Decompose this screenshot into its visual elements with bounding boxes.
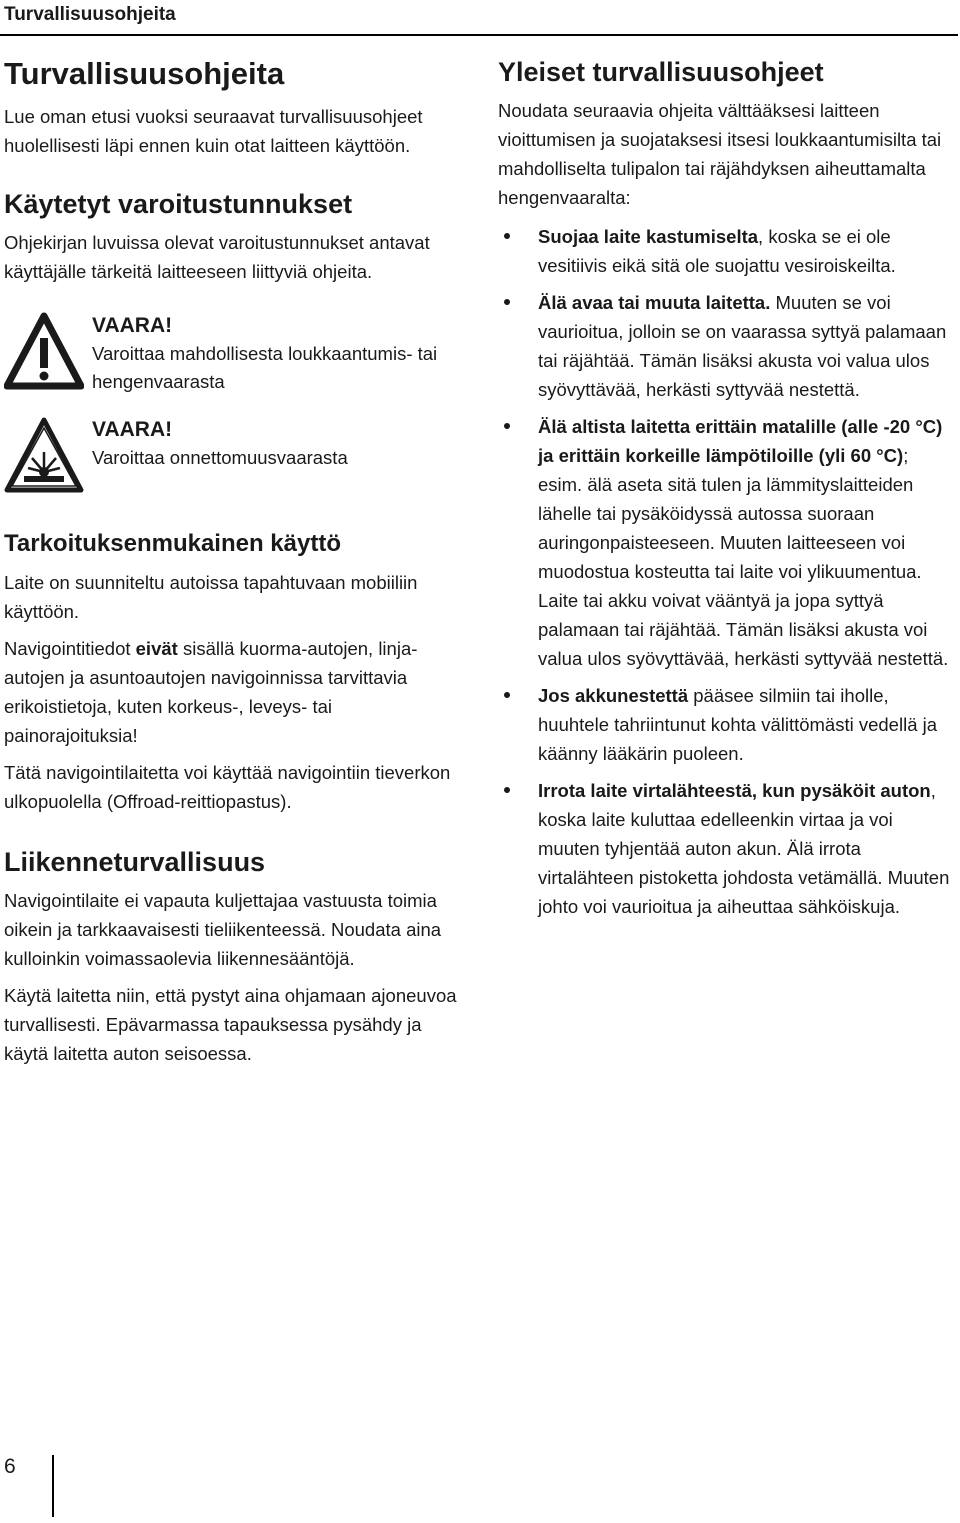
symbols-text: Ohjekirjan luvuissa olevat varoitustunnukset antavat käyttäjälle tärkeitä laitteeseen liittyviä ohjeita.	[4, 232, 430, 282]
warning-title: VAARA!	[92, 418, 173, 441]
page-number-divider	[52, 1455, 54, 1517]
list-item: Suojaa laite kastumiselta, koska se ei ole vesitiivis eikä sitä ole suojattu vesiroiskeilta.	[498, 222, 956, 280]
usage-paragraph-3: Tätä navigointilaitetta voi käyttää navigointiin tieverkon ulkopuolella (Offroad-reittiopastus).	[4, 762, 451, 812]
page-number: 6	[4, 1455, 16, 1478]
intro-text: Lue oman etusi vuoksi seuraavat turvallisuusohjeet huolellisesti läpi ennen kuin otat laitteen käyttöön.	[4, 106, 423, 156]
safety-list	[498, 222, 956, 921]
list-item: Älä altista laitetta erittäin matalille (alle -20 °C) ja erittäin korkeille lämpötiloille (yli 60 °C); esim. älä aseta sitä tulen ja lämmityslaitteiden lähelle tai pysäköidyssä autossa suoraan auringonpaisteeseen. Muuten laitteeseen voi muodostua kosteutta tai laite voi ylikuumentua. Laite tai akku voivat vääntyä ja jopa syttyä palamaan tai räjähtää. Tämän lisäksi akusta voi valua ulos syövyttävää, herkästi syttyvää nestettä.	[498, 412, 956, 673]
warning-text: Varoittaa mahdollisesta loukkaantumis- tai hengenvaarasta	[92, 343, 438, 392]
traffic-paragraph-2: Käytä laitetta niin, että pystyt aina ohjamaan ajoneuvoa turvallisesti. Epävarmassa tapauksessa pysähdy ja käytä laitetta auton seisoessa.	[4, 985, 457, 1064]
traffic-paragraph-1: Navigointilaite ei vapauta kuljettajaa vastuusta toimia oikein ja tarkkaavaisesti tieliikenteessä. Noudata aina kulloinkin voimassaolevia liikennesääntöjä.	[4, 890, 442, 969]
page-title: Turvallisuusohjeita	[4, 56, 285, 91]
usage-paragraph-2: Navigointitiedot eivät sisällä kuorma-autojen, linja-autojen ja asuntoautojen navigoinnissa tarvittavia erikoistietoja, kuten korkeus-, leveys- tai painorajoituksia!	[4, 638, 418, 746]
emphasis-text: eivät	[135, 638, 178, 659]
warning-title: VAARA!	[92, 314, 173, 337]
usage-paragraph-1: Laite on suunniteltu autoissa tapahtuvaan mobiiliin käyttöön.	[4, 572, 418, 622]
warning-block-2	[4, 416, 462, 496]
right-column	[498, 54, 956, 929]
header-rule	[0, 34, 958, 36]
explosion-warning-icon	[4, 416, 84, 496]
symbols-heading: Käytetyt varoitustunnukset	[4, 189, 353, 219]
warning-text: Varoittaa onnettomuusvaarasta	[92, 447, 348, 468]
traffic-heading: Liikenneturvallisuus	[4, 847, 266, 877]
exclamation-warning-icon	[4, 312, 84, 392]
general-safety-heading: Yleiset turvallisuusohjeet	[498, 57, 824, 87]
list-item: Älä avaa tai muuta laitetta. Muuten se voi vaurioitua, jolloin se on vaarassa syttyä palamaan tai räjähtää. Tämän lisäksi akusta voi valua ulos syövyttävää, herkästi syttyvää nestettä.	[498, 288, 956, 404]
left-column	[4, 54, 462, 1068]
usage-heading: Tarkoituksenmukainen käyttö	[4, 530, 341, 557]
running-header: Turvallisuusohjeita	[4, 4, 176, 25]
list-item: Irrota laite virtalähteestä, kun pysäköit auton, koska laite kuluttaa edelleenkin virtaa ja voi muuten tyhjentää auton akun. Älä irrota virtalähteen pistoketta johdosta vetämällä. Muuten johto voi vaurioitua ja aiheuttaa sähköiskuja.	[498, 776, 956, 921]
warning-block-1	[4, 312, 462, 396]
general-safety-intro: Noudata seuraavia ohjeita välttääksesi laitteen vioittumisen ja suojataksesi itsesi loukkaantumisilta tai mahdolliselta tulipalon tai räjähdyksen aiheuttamalta hengenvaaralta:	[498, 100, 942, 208]
list-item: Jos akkunestettä pääsee silmiin tai iholle, huuhtele tahriintunut kohta välittömästi vedellä ja käänny lääkärin puoleen.	[498, 681, 956, 768]
